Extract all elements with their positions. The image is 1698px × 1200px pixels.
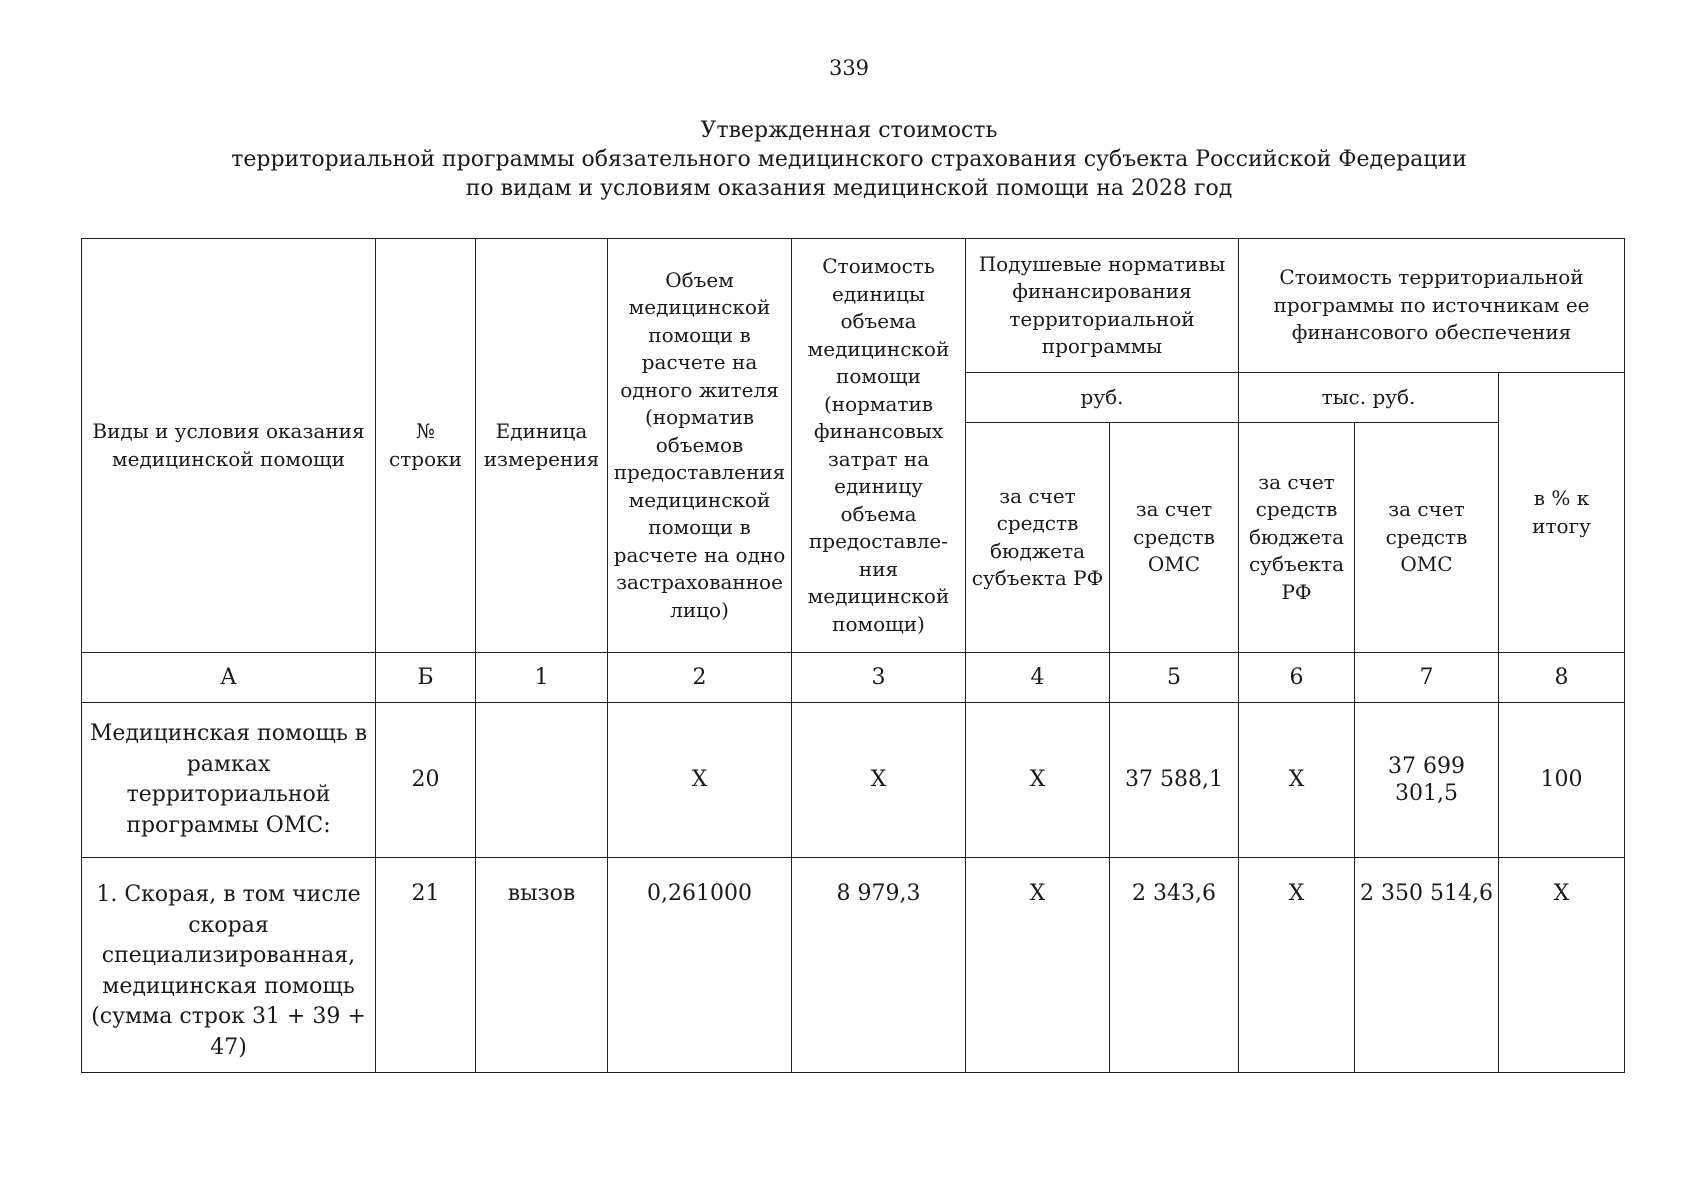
- column-number: 7: [1355, 653, 1499, 703]
- header-percent-total: в % к итогу: [1499, 373, 1625, 653]
- row-label: 1. Скорая, в том числе скорая специализированная, медицинская помощь (сумма строк 31 + 39 + 47): [82, 858, 376, 1073]
- row-budget-rub: X: [966, 858, 1110, 1073]
- row-label: Медицинская помощь в рамках территориальной программы ОМС:: [82, 703, 376, 858]
- row-unit: [476, 703, 608, 858]
- row-budget-thous: X: [1239, 703, 1355, 858]
- header-budget-thous: за счет средств бюджета субъекта РФ: [1239, 423, 1355, 653]
- column-number: Б: [376, 653, 476, 703]
- cost-table: [81, 238, 1625, 1073]
- column-number: 1: [476, 653, 608, 703]
- row-oms-rub: 37 588,1: [1110, 703, 1239, 858]
- column-number: 2: [608, 653, 792, 703]
- column-number: 8: [1499, 653, 1625, 703]
- header-budget-rub: за счет средств бюджета субъекта РФ: [966, 423, 1110, 653]
- header-per-capita: Подушевые нормативы финансирования территориальной программы: [966, 239, 1239, 373]
- row-oms-thous: 37 699 301,5: [1355, 703, 1499, 858]
- row-budget-rub: X: [966, 703, 1110, 858]
- title-line-1: Утвержденная стоимость: [700, 118, 998, 143]
- column-number-row: [82, 653, 1625, 703]
- row-oms-thous: 2 350 514,6: [1355, 858, 1499, 1073]
- row-unit: вызов: [476, 858, 608, 1073]
- header-oms-rub: за счет средств ОМС: [1110, 423, 1239, 653]
- header-oms-thous: за счет средств ОМС: [1355, 423, 1499, 653]
- header-program-cost: Стоимость территориальной программы по источникам ее финансового обеспечения: [1239, 239, 1625, 373]
- row-cost-unit: 8 979,3: [792, 858, 966, 1073]
- row-percent: X: [1499, 858, 1625, 1073]
- header-cost-unit: Стоимость единицы объема медицинской помощи (норматив финансовых затрат на единицу объема предоставле-ния медицинской помощи): [792, 239, 966, 653]
- row-budget-thous: X: [1239, 858, 1355, 1073]
- header-unit: Единица измерения: [476, 239, 608, 653]
- header-volume: Объем медицинской помощи в расчете на одного жителя (норматив объемов предоставления медицинской помощи в расчете на одно застрахованное лицо): [608, 239, 792, 653]
- header-row-1: [82, 239, 1625, 373]
- title-line-3: по видам и условиям оказания медицинской помощи на 2028 год: [465, 176, 1233, 201]
- row-number: 20: [376, 703, 476, 858]
- header-rub: руб.: [966, 373, 1239, 423]
- column-number: 5: [1110, 653, 1239, 703]
- column-number: 4: [966, 653, 1110, 703]
- row-cost-unit: X: [792, 703, 966, 858]
- header-types: Виды и условия оказания медицинской помощи: [82, 239, 376, 653]
- document-title: [0, 116, 1698, 203]
- row-percent: 100: [1499, 703, 1625, 858]
- header-thous-rub: тыс. руб.: [1239, 373, 1499, 423]
- column-number: 6: [1239, 653, 1355, 703]
- column-number: А: [82, 653, 376, 703]
- row-number: 21: [376, 858, 476, 1073]
- row-oms-rub: 2 343,6: [1110, 858, 1239, 1073]
- table-row: [82, 858, 1625, 1073]
- header-row-no: № строки: [376, 239, 476, 653]
- table-row: [82, 703, 1625, 858]
- title-line-2: территориальной программы обязательного медицинского страхования субъекта Российской Федерации: [231, 147, 1467, 172]
- column-number: 3: [792, 653, 966, 703]
- page-number: 339: [828, 56, 870, 80]
- row-volume: X: [608, 703, 792, 858]
- row-volume: 0,261000: [608, 858, 792, 1073]
